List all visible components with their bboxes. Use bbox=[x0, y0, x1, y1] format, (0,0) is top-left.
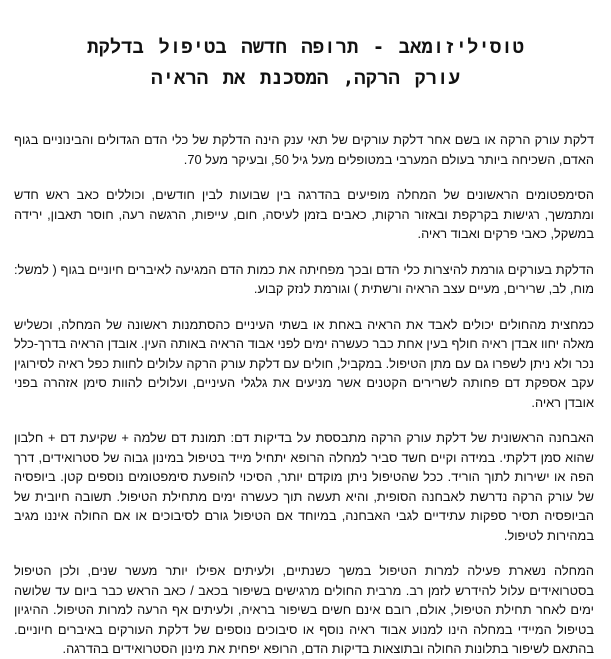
document-body bbox=[14, 130, 594, 659]
paragraph-definition: דלקת עורק הרקה או בשם אחר דלקת עורקים של תאי ענק הינה הדלקת של כלי הדם הגדולים והבינוניים בגוף האדם, השכיחה ביותר בעולם המערבי במטופלים מעל גיל 50, ובעיקר מעל 70. bbox=[14, 132, 594, 167]
document-title bbox=[40, 32, 571, 94]
paragraph-diagnosis: האבחנה הראשונית של דלקת עורק הרקה מתבססת על בדיקות דם: תמונת דם שלמה + שקיעת דם + חלבון שהוא סמן דלקתי. במידה וקיים חשד סביר למחלה הרופא יתחיל מייד בטיפול במינון גבוה של סטרואידים, דרך הפה או ישירות לתוך הוריד. ככל שהטיפול ניתן מוקדם יותר, הסיכוי להופעת סימפטומים נוספים קטן. ביופסיה של עורק הרקה נדרשת לאבחנה הסופית, והיא תעשה תוך כעשרה ימים מתחילת הטיפול. תשובה חיובית של הביופסיה תסיר ספקות עתידיים לגבי האבחנה, במיוחד אם הטיפול גורם לסיבוכים או אם החולה איננו מגיב במהירות לטיפול. bbox=[14, 430, 594, 543]
title-line-2: עורק הרקה, המסכנת את הראיה bbox=[151, 67, 460, 89]
paragraph-treatment: המחלה נשארת פעילה למרות הטיפול במשך כשנתיים, ולעיתים אפילו יותר מעשר שנים, ולכן הטיפול בסטרואידים עלול להידרש לזמן רב. מרבית החולים מרגישים בשיפור בכאב / כאב הראש כבר ביום עד שלושה ימים לאחר תחילת הטיפול, אולם, רובם אינם חשים בשיפור בראיה, ולעיתים אף הרעה למרות הטיפול. ההיגיון בטיפול המיידי במחלה הינו למנוע אבוד ראיה נוסף או סיבוכים נוספים של דלקת העורקים באיברים חיוניים. בהתאם לשיפור בתלונות החולה ובתוצאות בדיקות הדם, הרופא יפחית את מינון הסטרואידים בהדרגה. bbox=[14, 563, 594, 656]
title-line-1: טוסיליזומאב - תרופה חדשה בטיפול בדלקת bbox=[86, 36, 525, 58]
paragraph-mechanism: הדלקת בעורקים גורמת להיצרות כלי הדם ובכך מפחיתה את כמות הדם המגיעה לאיברים חיוניים בגוף ( למשל: מוח, לב, שרירים, מעיים עצב הראיה ורשתית ) וגורמת לנזק קבוע. bbox=[14, 261, 594, 296]
paragraph-symptoms: הסימפטומים הראשונים של המחלה מופיעים בהדרגה בין שבועות לבין חודשים, וכוללים כאב ראש חדש ומתמשך, רגישות בקרקפת ובאזור הרקות, כאבים בזמן לעיסה, חום, עייפות, הרגשה רעה, חוסר תאבון, ירידה במשקל, כאבי פרקים ואבוד ראיה. bbox=[14, 187, 594, 241]
paragraph-vision-loss: כמחצית מהחולים יכולים לאבד את הראיה באחת או בשתי העיניים כהסתמנות ראשונה של המחלה, וכשליש מאלה יחוו אבדן ראיה חולף בעין אחת כבר כעשרה ימים לפני אבוד הראיה באותה העין. אובדן הראיה בדרך-כלל נכר ולא ניתן לשפרו גם עם מתן הטיפול. במקביל, חולים עם דלקת עורק הרקה עלולים לחוות כפל ראיה לסירוגין עקב אספקת דם פחותה לשרירים הקטנים אשר מניעים את גלגלי העיניים, ועלולים להוות סימן אזהרה בפני אובדן ראיה. bbox=[14, 316, 594, 410]
